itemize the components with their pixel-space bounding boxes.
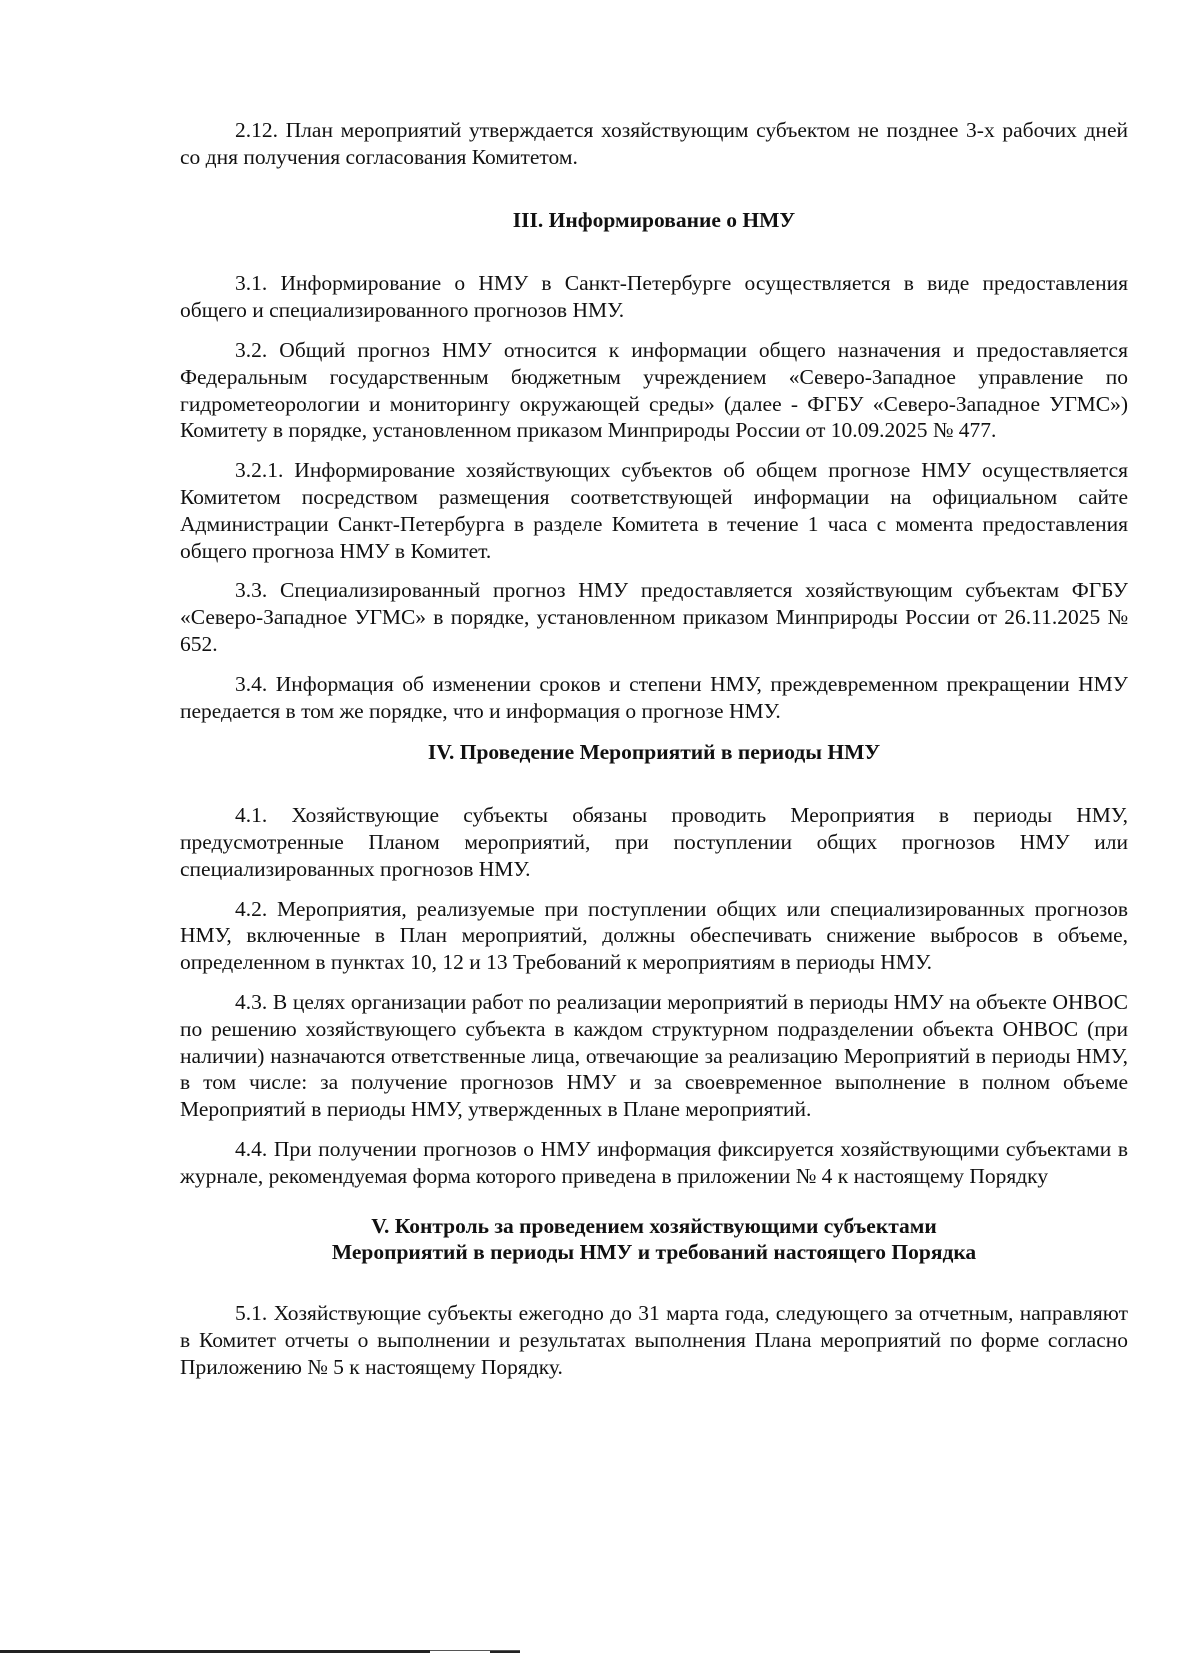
section-heading-5 bbox=[180, 1213, 1128, 1267]
paragraph-3-2-1: 3.2.1. Информирование хозяйствующих субъектов об общем прогнозе НМУ осуществляется Комитетом посредством размещения соответствующей информации на официальном сайте Администрации Санкт-Петербурга в разделе Комитета в течение 1 часа с момента предоставления общего прогноза НМУ в Комитет. bbox=[180, 458, 1128, 563]
scan-bottom-edge-tail bbox=[430, 1650, 520, 1651]
paragraph-3-1: 3.1. Информирование о НМУ в Санкт-Петербурге осуществляется в виде предоставления общего и специализированного прогнозов НМУ. bbox=[180, 271, 1128, 323]
paragraph-3-3: 3.3. Специализированный прогноз НМУ предоставляется хозяйствующим субъектам ФГБУ «Северо-Западное УГМС» в порядке, установленном приказом Минприроды России от 26.11.2025 № 652. bbox=[180, 578, 1128, 656]
paragraph-3-2: 3.2. Общий прогноз НМУ относится к информации общего назначения и предоставляется Федеральным государственным бюджетным учреждением «Северо-Западное управление по гидрометеорологии и мониторингу окружающей среды» (далее - ФГБУ «Северо-Западное УГМС») Комитету в порядке, установленном приказом Минприроды России от 10.09.2025 № 477. bbox=[180, 337, 1128, 443]
section-heading-4 bbox=[180, 739, 1128, 766]
section-heading-3-text: III. Информирование о НМУ bbox=[512, 207, 796, 232]
paragraph-4-2: 4.2. Мероприятия, реализуемые при поступлении общих или специализированных прогнозов НМУ, включенные в План мероприятий, должны обеспечивать снижение выбросов в объеме, определенном в пунктах 10, 12 и 13 Требований к мероприятиям в периоды НМУ. bbox=[180, 896, 1128, 975]
paragraph-4-3: 4.3. В целях организации работ по реализации мероприятий в периоды НМУ на объекте ОНВОС по решению хозяйствующего субъекта в каждом структурном подразделении объекта ОНВОС (при наличии) назначаются ответственные лица, отвечающие за реализацию Мероприятий в периоды НМУ, в том числе: за получение прогнозов НМУ и за своевременное выполнение в полном объеме Мероприятий в периоды НМУ, утвержденных в Плане мероприятий. bbox=[180, 989, 1128, 1122]
paragraph-4-4: 4.4. При получении прогнозов о НМУ информация фиксируется хозяйствующими субъектами в журнале, рекомендуемая форма которого приведена в приложении № 4 к настоящему Порядку bbox=[180, 1136, 1128, 1188]
section-heading-5-line-2: Мероприятий в периоды НМУ и требований настоящего Порядка bbox=[331, 1240, 977, 1265]
paragraph-5-1: 5.1. Хозяйствующие субъекты ежегодно до 31 марта года, следующего за отчетным, направляют в Комитет отчеты о выполнении и результатах выполнения Плана мероприятий по форме согласно Приложению № 5 к настоящему Порядку. bbox=[180, 1301, 1128, 1379]
paragraph-4-1: 4.1. Хозяйствующие субъекты обязаны проводить Мероприятия в периоды НМУ, предусмотренные Планом мероприятий, при поступлении общих прогнозов НМУ или специализированных прогнозов НМУ. bbox=[180, 803, 1128, 881]
paragraph-2-12: 2.12. План мероприятий утверждается хозяйствующим субъектом не позднее 3-х рабочих дней со дня получения согласования Комитетом. bbox=[180, 118, 1128, 169]
paragraph-3-4: 3.4. Информация об изменении сроков и степени НМУ, преждевременном прекращении НМУ передается в том же порядке, что и информация о прогнозе НМУ. bbox=[180, 671, 1128, 723]
section-heading-4-text: IV. Проведение Мероприятий в периоды НМУ bbox=[427, 740, 881, 765]
document-body bbox=[180, 117, 1128, 1393]
section-heading-3 bbox=[180, 207, 1128, 234]
section-heading-5-line-1: V. Контроль за проведением хозяйствующими субъектами bbox=[371, 1213, 937, 1238]
